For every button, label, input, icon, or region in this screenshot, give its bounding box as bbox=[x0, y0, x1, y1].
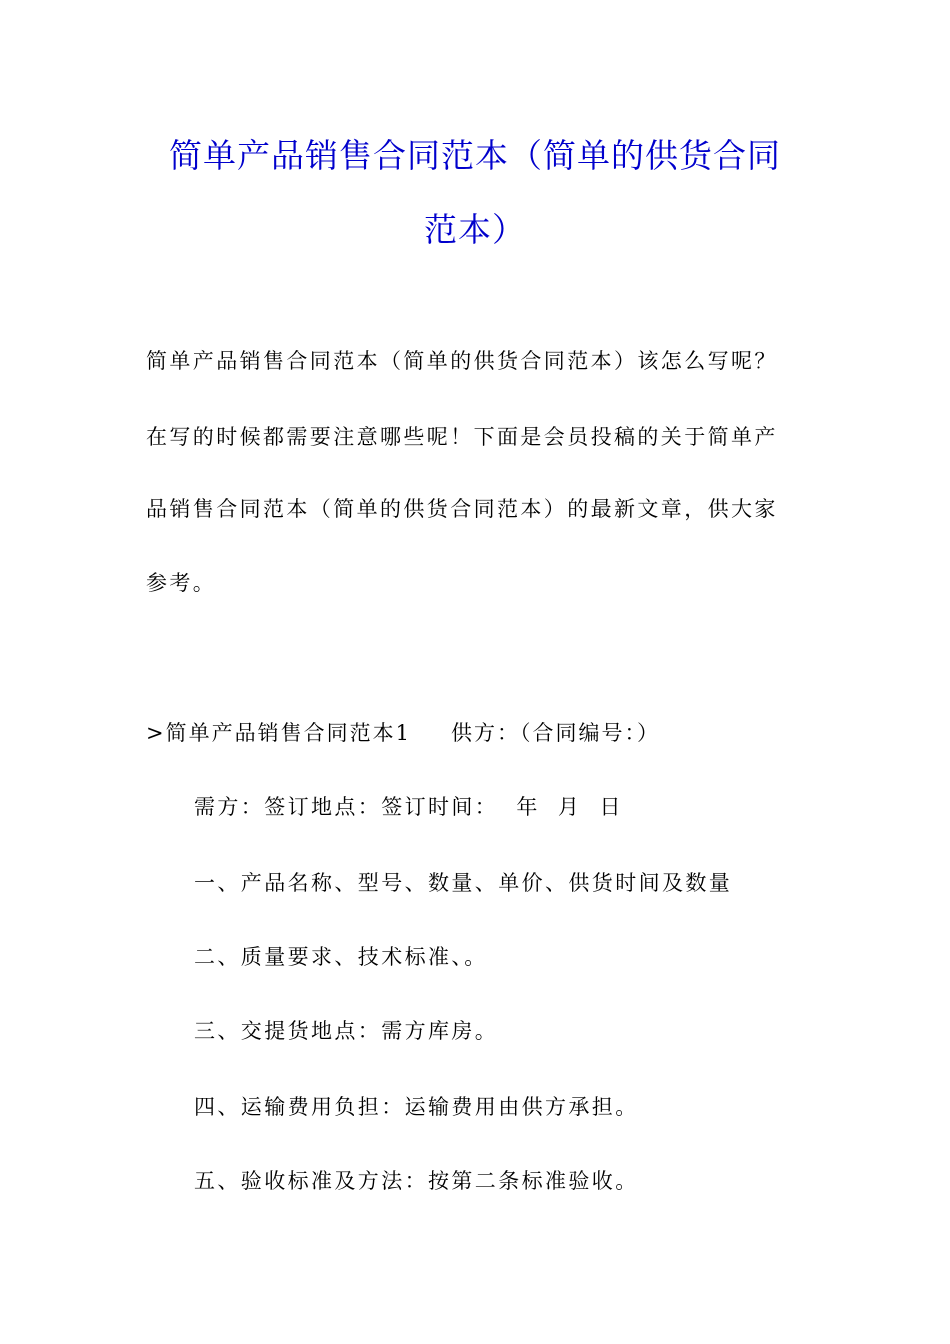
document-title-line-1: 简单产品销售合同范本（简单的供货合同 bbox=[169, 136, 781, 175]
document-title-line-2: 范本） bbox=[424, 210, 526, 249]
clause-1: 一、产品名称、型号、数量、单价、供货时间及数量 bbox=[194, 871, 733, 895]
clause-4: 四、运输费用负担：运输费用由供方承担。 bbox=[194, 1095, 639, 1119]
section-heading-title: >简单产品销售合同范本1 bbox=[146, 721, 411, 745]
clause-buyer: 需方：签订地点：签订时间： 年 月 日 bbox=[194, 795, 623, 819]
intro-line-1: 简单产品销售合同范本（简单的供货合同范本）该怎么写呢？ bbox=[146, 349, 778, 373]
intro-line-4: 参考。 bbox=[146, 571, 217, 595]
clause-3: 三、交提货地点：需方库房。 bbox=[194, 1019, 499, 1043]
intro-line-2: 在写的时候都需要注意哪些呢！下面是会员投稿的关于简单产 bbox=[146, 425, 778, 449]
intro-line-3: 品销售合同范本（简单的供货合同范本）的最新文章，供大家 bbox=[146, 497, 778, 521]
clause-2: 二、质量要求、技术标准、。 bbox=[194, 945, 488, 969]
section-heading-supplier: 供方：（合同编号：） bbox=[450, 721, 660, 745]
section-heading bbox=[146, 718, 826, 748]
clause-5: 五、验收标准及方法：按第二条标准验收。 bbox=[194, 1169, 639, 1193]
